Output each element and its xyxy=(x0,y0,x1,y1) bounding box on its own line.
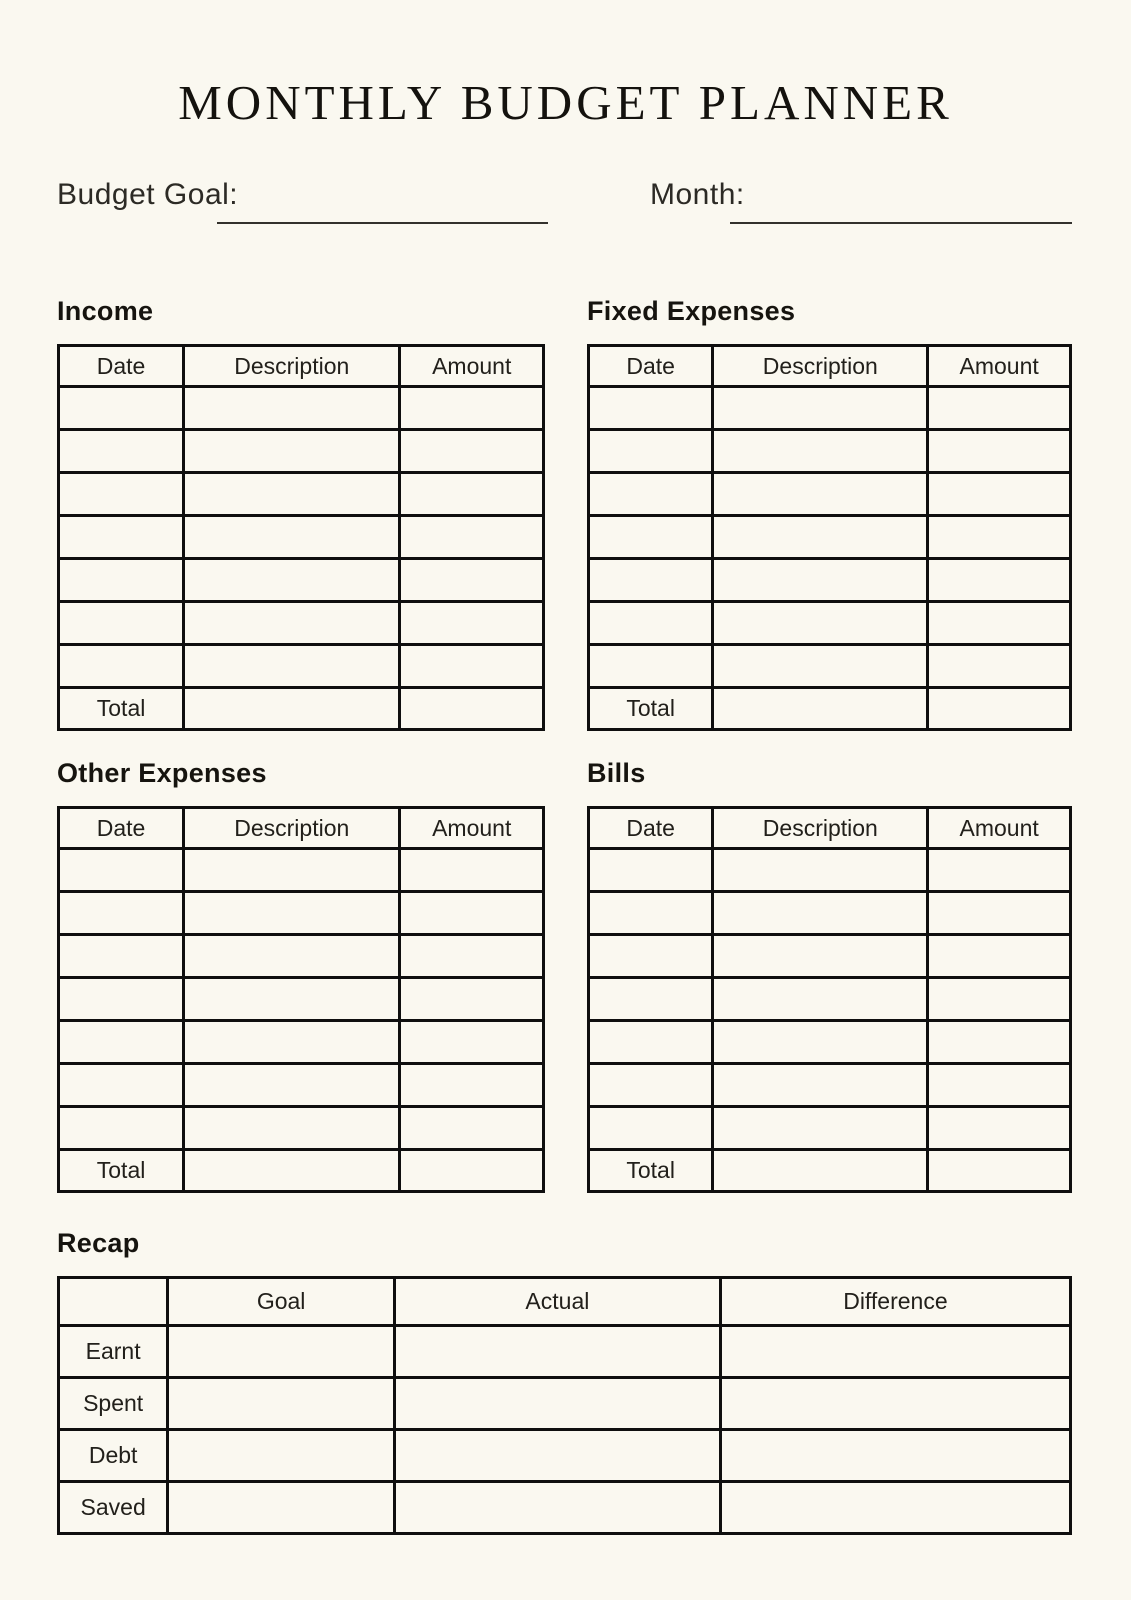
total-amount-cell[interactable] xyxy=(928,1150,1071,1192)
date-cell[interactable] xyxy=(59,473,184,516)
date-cell[interactable] xyxy=(59,892,184,935)
description-cell[interactable] xyxy=(184,645,400,688)
column-header-amount: Amount xyxy=(928,808,1071,849)
recap-section-title: Recap xyxy=(57,1228,140,1258)
description-cell[interactable] xyxy=(713,559,928,602)
column-header-description: Description xyxy=(184,808,400,849)
date-cell[interactable] xyxy=(589,473,713,516)
actual-cell[interactable] xyxy=(394,1378,720,1430)
description-cell[interactable] xyxy=(713,892,928,935)
amount-cell[interactable] xyxy=(400,473,544,516)
description-cell[interactable] xyxy=(713,1064,928,1107)
description-cell[interactable] xyxy=(184,602,400,645)
amount-cell[interactable] xyxy=(400,387,544,430)
date-cell[interactable] xyxy=(59,1107,184,1150)
description-cell[interactable] xyxy=(184,935,400,978)
recap-row-earnt xyxy=(59,1326,1071,1378)
amount-cell[interactable] xyxy=(928,430,1071,473)
difference-cell[interactable] xyxy=(720,1482,1070,1534)
description-cell[interactable] xyxy=(713,1107,928,1150)
description-cell[interactable] xyxy=(184,516,400,559)
table-header-row xyxy=(589,808,1071,849)
date-cell[interactable] xyxy=(59,645,184,688)
description-cell[interactable] xyxy=(713,935,928,978)
goal-cell[interactable] xyxy=(168,1378,395,1430)
amount-cell[interactable] xyxy=(928,1064,1071,1107)
fixed-expenses-section xyxy=(587,296,1072,731)
date-cell[interactable] xyxy=(59,602,184,645)
description-cell[interactable] xyxy=(184,1064,400,1107)
income-table xyxy=(57,344,545,731)
total-row xyxy=(59,1150,544,1192)
amount-cell[interactable] xyxy=(928,1107,1071,1150)
other-expenses-section-title: Other Expenses xyxy=(57,758,267,788)
amount-cell[interactable] xyxy=(928,849,1071,892)
goal-cell[interactable] xyxy=(168,1430,395,1482)
description-cell[interactable] xyxy=(184,1021,400,1064)
table-row xyxy=(59,473,544,516)
table-row xyxy=(59,978,544,1021)
total-description-cell[interactable] xyxy=(184,688,400,730)
date-cell[interactable] xyxy=(59,387,184,430)
description-cell[interactable] xyxy=(184,559,400,602)
table-row xyxy=(589,602,1071,645)
column-header-description: Description xyxy=(713,808,928,849)
table-row xyxy=(589,473,1071,516)
table-row xyxy=(589,559,1071,602)
amount-cell[interactable] xyxy=(400,978,544,1021)
amount-cell[interactable] xyxy=(928,602,1071,645)
recap-row-debt xyxy=(59,1430,1071,1482)
budget-goal-field xyxy=(57,178,548,224)
table-row xyxy=(589,1021,1071,1064)
table-row xyxy=(59,559,544,602)
date-cell[interactable] xyxy=(59,935,184,978)
recap-header-row xyxy=(59,1278,1071,1326)
goal-cell[interactable] xyxy=(168,1482,395,1534)
table-row xyxy=(59,892,544,935)
bills-table xyxy=(587,806,1072,1193)
difference-cell[interactable] xyxy=(720,1378,1070,1430)
total-label-cell: Total xyxy=(59,1150,184,1192)
date-cell[interactable] xyxy=(589,978,713,1021)
date-cell[interactable] xyxy=(59,516,184,559)
description-cell[interactable] xyxy=(184,430,400,473)
date-cell[interactable] xyxy=(59,1064,184,1107)
column-header-amount: Amount xyxy=(928,346,1071,387)
budget-goal-input-line[interactable] xyxy=(217,222,548,224)
total-description-cell[interactable] xyxy=(713,688,928,730)
column-header-date: Date xyxy=(589,346,713,387)
date-cell[interactable] xyxy=(589,387,713,430)
difference-cell[interactable] xyxy=(720,1430,1070,1482)
total-label-cell: Total xyxy=(589,688,713,730)
table-row xyxy=(589,849,1071,892)
actual-cell[interactable] xyxy=(394,1430,720,1482)
recap-section xyxy=(57,1228,1072,1535)
description-cell[interactable] xyxy=(184,473,400,516)
table-row xyxy=(589,387,1071,430)
other-expenses-section xyxy=(57,758,545,1193)
recap-row-saved xyxy=(59,1482,1071,1534)
fixed-expenses-section-title: Fixed Expenses xyxy=(587,296,796,326)
description-cell[interactable] xyxy=(184,387,400,430)
description-cell[interactable] xyxy=(713,516,928,559)
description-cell[interactable] xyxy=(713,1021,928,1064)
description-cell[interactable] xyxy=(184,978,400,1021)
month-field xyxy=(650,178,1072,224)
description-cell[interactable] xyxy=(184,1107,400,1150)
table-row xyxy=(59,387,544,430)
date-cell[interactable] xyxy=(59,849,184,892)
column-header-description: Description xyxy=(184,346,400,387)
recap-row-label: Saved xyxy=(59,1482,168,1534)
income-section-title: Income xyxy=(57,296,154,326)
total-description-cell[interactable] xyxy=(713,1150,928,1192)
amount-cell[interactable] xyxy=(928,387,1071,430)
amount-cell[interactable] xyxy=(400,1107,544,1150)
total-amount-cell[interactable] xyxy=(400,688,544,730)
column-header-date: Date xyxy=(59,346,184,387)
table-header-row xyxy=(59,808,544,849)
table-row xyxy=(59,516,544,559)
total-row xyxy=(589,688,1071,730)
other-expenses-table xyxy=(57,806,545,1193)
table-row xyxy=(59,1107,544,1150)
bills-section-title: Bills xyxy=(587,758,646,788)
date-cell[interactable] xyxy=(589,849,713,892)
total-description-cell[interactable] xyxy=(184,1150,400,1192)
amount-cell[interactable] xyxy=(400,516,544,559)
table-row xyxy=(589,978,1071,1021)
date-cell[interactable] xyxy=(589,1064,713,1107)
month-label: Month: xyxy=(650,178,745,211)
total-label-cell: Total xyxy=(589,1150,713,1192)
recap-row-spent xyxy=(59,1378,1071,1430)
recap-row-label: Debt xyxy=(59,1430,168,1482)
description-cell[interactable] xyxy=(713,473,928,516)
amount-cell[interactable] xyxy=(928,559,1071,602)
amount-cell[interactable] xyxy=(928,892,1071,935)
month-input-line[interactable] xyxy=(730,222,1072,224)
column-header-difference: Difference xyxy=(720,1278,1070,1326)
date-cell[interactable] xyxy=(59,1021,184,1064)
table-row xyxy=(589,1064,1071,1107)
table-header-row xyxy=(589,346,1071,387)
column-header-amount: Amount xyxy=(400,346,544,387)
date-cell[interactable] xyxy=(589,892,713,935)
table-row xyxy=(589,645,1071,688)
description-cell[interactable] xyxy=(713,387,928,430)
amount-cell[interactable] xyxy=(928,935,1071,978)
column-header-actual: Actual xyxy=(394,1278,720,1326)
table-row xyxy=(59,1064,544,1107)
difference-cell[interactable] xyxy=(720,1326,1070,1378)
table-row xyxy=(59,430,544,473)
recap-table xyxy=(57,1276,1072,1535)
table-row xyxy=(59,1021,544,1064)
amount-cell[interactable] xyxy=(928,645,1071,688)
date-cell[interactable] xyxy=(59,978,184,1021)
description-cell[interactable] xyxy=(184,849,400,892)
description-cell[interactable] xyxy=(713,978,928,1021)
table-row xyxy=(589,1107,1071,1150)
total-label-cell: Total xyxy=(59,688,184,730)
table-header-row xyxy=(59,346,544,387)
total-row xyxy=(59,688,544,730)
column-header-date: Date xyxy=(589,808,713,849)
description-cell[interactable] xyxy=(713,602,928,645)
table-row xyxy=(589,935,1071,978)
amount-cell[interactable] xyxy=(400,645,544,688)
amount-cell[interactable] xyxy=(400,602,544,645)
actual-cell[interactable] xyxy=(394,1482,720,1534)
table-row xyxy=(59,645,544,688)
recap-row-label: Earnt xyxy=(59,1326,168,1378)
fixed-expenses-table xyxy=(587,344,1072,731)
description-cell[interactable] xyxy=(713,430,928,473)
date-cell[interactable] xyxy=(589,645,713,688)
date-cell[interactable] xyxy=(589,1021,713,1064)
table-row xyxy=(589,516,1071,559)
amount-cell[interactable] xyxy=(400,892,544,935)
date-cell[interactable] xyxy=(59,559,184,602)
total-amount-cell[interactable] xyxy=(400,1150,544,1192)
income-section xyxy=(57,296,545,731)
amount-cell[interactable] xyxy=(400,1021,544,1064)
table-row xyxy=(589,430,1071,473)
actual-cell[interactable] xyxy=(394,1326,720,1378)
table-row xyxy=(59,602,544,645)
date-cell[interactable] xyxy=(589,559,713,602)
total-row xyxy=(589,1150,1071,1192)
date-cell[interactable] xyxy=(589,1107,713,1150)
page-title: MONTHLY BUDGET PLANNER xyxy=(178,75,953,130)
description-cell[interactable] xyxy=(184,892,400,935)
table-row xyxy=(59,849,544,892)
description-cell[interactable] xyxy=(713,849,928,892)
date-cell[interactable] xyxy=(589,430,713,473)
total-amount-cell[interactable] xyxy=(928,688,1071,730)
date-cell[interactable] xyxy=(589,602,713,645)
amount-cell[interactable] xyxy=(400,559,544,602)
amount-cell[interactable] xyxy=(928,1021,1071,1064)
column-header-date: Date xyxy=(59,808,184,849)
amount-cell[interactable] xyxy=(928,516,1071,559)
date-cell[interactable] xyxy=(59,430,184,473)
amount-cell[interactable] xyxy=(400,935,544,978)
column-header-goal: Goal xyxy=(168,1278,395,1326)
amount-cell[interactable] xyxy=(928,978,1071,1021)
column-header-description: Description xyxy=(713,346,928,387)
column-header-amount: Amount xyxy=(400,808,544,849)
amount-cell[interactable] xyxy=(928,473,1071,516)
recap-corner-cell xyxy=(59,1278,168,1326)
budget-goal-label: Budget Goal: xyxy=(57,178,239,211)
goal-cell[interactable] xyxy=(168,1326,395,1378)
date-cell[interactable] xyxy=(589,516,713,559)
recap-row-label: Spent xyxy=(59,1378,168,1430)
amount-cell[interactable] xyxy=(400,849,544,892)
date-cell[interactable] xyxy=(589,935,713,978)
description-cell[interactable] xyxy=(713,645,928,688)
amount-cell[interactable] xyxy=(400,430,544,473)
table-row xyxy=(589,892,1071,935)
bills-section xyxy=(587,758,1072,1193)
table-row xyxy=(59,935,544,978)
amount-cell[interactable] xyxy=(400,1064,544,1107)
